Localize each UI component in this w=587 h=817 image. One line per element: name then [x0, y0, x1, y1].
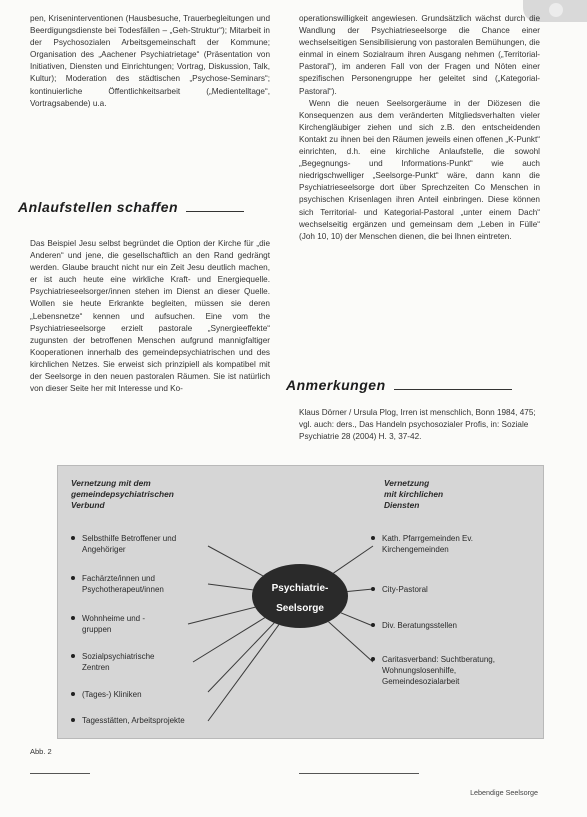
figure-caption: Abb. 2: [30, 747, 52, 756]
section-heading-anmerkungen: [286, 377, 512, 393]
list-item: [71, 533, 221, 555]
center-label-line-1: Psychiatrie-: [271, 583, 329, 594]
list-item-label: Selbsthilfe Betroffener und Angehöriger: [82, 534, 177, 554]
center-label-line-2: Seelsorge: [276, 603, 324, 614]
title-line: mit kirchlichen: [384, 489, 444, 499]
list-item: [371, 584, 521, 595]
references: [299, 407, 540, 443]
left-column-body: [30, 238, 270, 395]
footer-rule: [30, 773, 90, 774]
network-diagram: [57, 465, 544, 739]
right-network-list: [371, 466, 536, 738]
title-line: Vernetzung: [384, 478, 430, 488]
bullet-icon: [71, 576, 75, 580]
list-item: [371, 654, 521, 687]
left-column-top: [30, 13, 270, 110]
heading-text: Anlaufstellen schaffen: [18, 199, 179, 215]
right-column: [299, 13, 540, 243]
heading-rule: [186, 211, 244, 212]
bullet-icon: [71, 718, 75, 722]
left-top-paragraph: pen, Kriseninterventionen (Hausbesuche, Trauerbegleitungen und Beerdigungsdienste bei Todesfällen – „Geh-Struktur“); Mitarbeit in der Psychosozialen Arbeitsgemeinschaft der Kommune; Organisation des „Aachener Psychiatrietage“ (Präsentation von Initiativen, Diensten und Einrichtungen; Vortrag, Diskussion, Talk, Kultur); Moderation des städtischen „Psychose-Seminars“; kontinuierliche Öffentlichkeitsarbeit („Medientelltage“, Vortragsabende) u.a.: [30, 14, 270, 108]
left-network-list: [71, 466, 241, 738]
bullet-icon: [71, 654, 75, 658]
title-line: Vernetzung mit dem: [71, 478, 151, 488]
page-footer: Lebendige Seelsorge: [470, 788, 538, 797]
title-line: gemeindepsychiatrischen: [71, 489, 174, 499]
right-paragraph-1: operationswilligkeit angewiesen. Grundsätzlich wächst durch die Wandlung der Psychiatrieseelsorge die Chance einer wechselseitigen Sensibilisierung von pastoralen Bemühungen, die einmal in einem Sozialraum ihren Ausgang nehmen („Territorial-Pastoral“), im anderen Fall von der Fragen und Nöten einer spezifischen Personengruppe her geleitet sind („Kategorial-Pastoral“).: [299, 14, 540, 96]
list-item: [71, 651, 221, 673]
list-item-label: Fachärzte/innen und Psychotherapeut/innen: [82, 574, 164, 594]
left-body-paragraph: Das Beispiel Jesu selbst begründet die Option der Kirche für „die Anderen“ und jene, die gesellschaftlich an den Rand gedrängt werden. Glaube braucht nicht nur ein Zeit Jesu deutlich machen, er ist auch heute eine wirkliche Kraft- und Energiequelle. Psychiatrieseelsorger/innen stehen im Dienst an dieser Quelle. Wollen sie heute Erkrankte begleiten, müssen sie deren „Lebensnetze“ kennen und aufsuchen. Eine vom the Psychiatrieseelsorge erzielt pastorale „Synergieeffekte“ zugunsten der betroffenen Menschen aufgrund mannigfaltiger Kooperationen innerhalb des gemeindepsychiatrischen und des kirchlichen Netzes. Sie erweist sich prinzipiell als kompatibel mit der Seelsorge in den neuen pastoralen Räumen. Sie ist natürlich von dieser Seite her mit Interesse und Ko-: [30, 239, 270, 394]
list-item: [371, 620, 521, 631]
list-item: [371, 533, 521, 555]
spoke-line: [341, 613, 373, 626]
title-line: Verbund: [71, 500, 105, 510]
bullet-icon: [371, 623, 375, 627]
list-item-label: City-Pastoral: [382, 585, 428, 594]
section-heading-anlaufstellen: [18, 199, 244, 215]
list-item-label: Caritasverband: Suchtberatung, Wohnungslosenhilfe, Gemeindesozialarbeit: [382, 655, 495, 686]
heading-rule: [394, 389, 512, 390]
bullet-icon: [71, 692, 75, 696]
heading-text: Anmerkungen: [286, 377, 386, 393]
bullet-icon: [371, 657, 375, 661]
list-item: [71, 715, 221, 726]
footer-rule: [299, 773, 419, 774]
list-item-label: Kath. Pfarrgemeinden Ev. Kirchengemeinden: [382, 534, 474, 554]
bullet-icon: [371, 536, 375, 540]
title-line: Diensten: [384, 500, 420, 510]
bullet-icon: [371, 587, 375, 591]
center-ellipse: [252, 564, 348, 628]
spoke-line: [328, 622, 373, 662]
list-item-label: Sozialpsychiatrische Zentren: [82, 652, 155, 672]
right-paragraph-2: Wenn die neuen Seelsorgeräume in der Diözesen die Konsequenzen aus dem veränderten Mitgliedsverhalten vieler Kirchengläubiger ziehen und sich z.B. den entscheidenden Kontakt zu ihnen bei den Räumen jeweils einen offenen „K-Punkt“ einrichten, d.h. eine kirchliche Anlaufstelle, die sowohl „Begegnungs- und Informations-Punkt“ wie auch niedrigschwelliger „Seelsorge-Punkt“ wäre, dann kann die Psychiatrieseelsorge dort über Sprechzeiten Co Menschen in psychischen Krisenlagen ihren Anteil einbringen. Diese können sich Territorial- und Kategorial-Pastoral „unter einem Dach“ wechselseitig ergänzen und gemeinsam dem „Leben in Fülle“ (Joh 10, 10) der Menschen dienen, die bei Ihnen eintreten.: [299, 98, 540, 241]
list-item-label: (Tages-) Kliniken: [82, 690, 142, 699]
list-item-label: Wohnheime und -gruppen: [82, 614, 145, 634]
bullet-icon: [71, 536, 75, 540]
list-item: [71, 613, 221, 635]
bullet-icon: [71, 616, 75, 620]
corner-tab-mark: [549, 3, 563, 17]
spoke-line: [348, 589, 373, 591]
spoke-line: [333, 546, 373, 573]
list-item: [71, 689, 221, 700]
list-item: [71, 573, 221, 595]
reference-entry: Klaus Dörner / Ursula Plog, Irren ist menschlich, Bonn 1984, 475; vgl. auch: ders., Das Handeln psychosozialer Profis, in: Soziale Psychiatrie 28 (2004) H. 3, 37-42.: [299, 408, 536, 442]
list-item-label: Div. Beratungsstellen: [382, 621, 457, 630]
list-item-label: Tagesstätten, Arbeitsprojekte: [82, 716, 185, 725]
